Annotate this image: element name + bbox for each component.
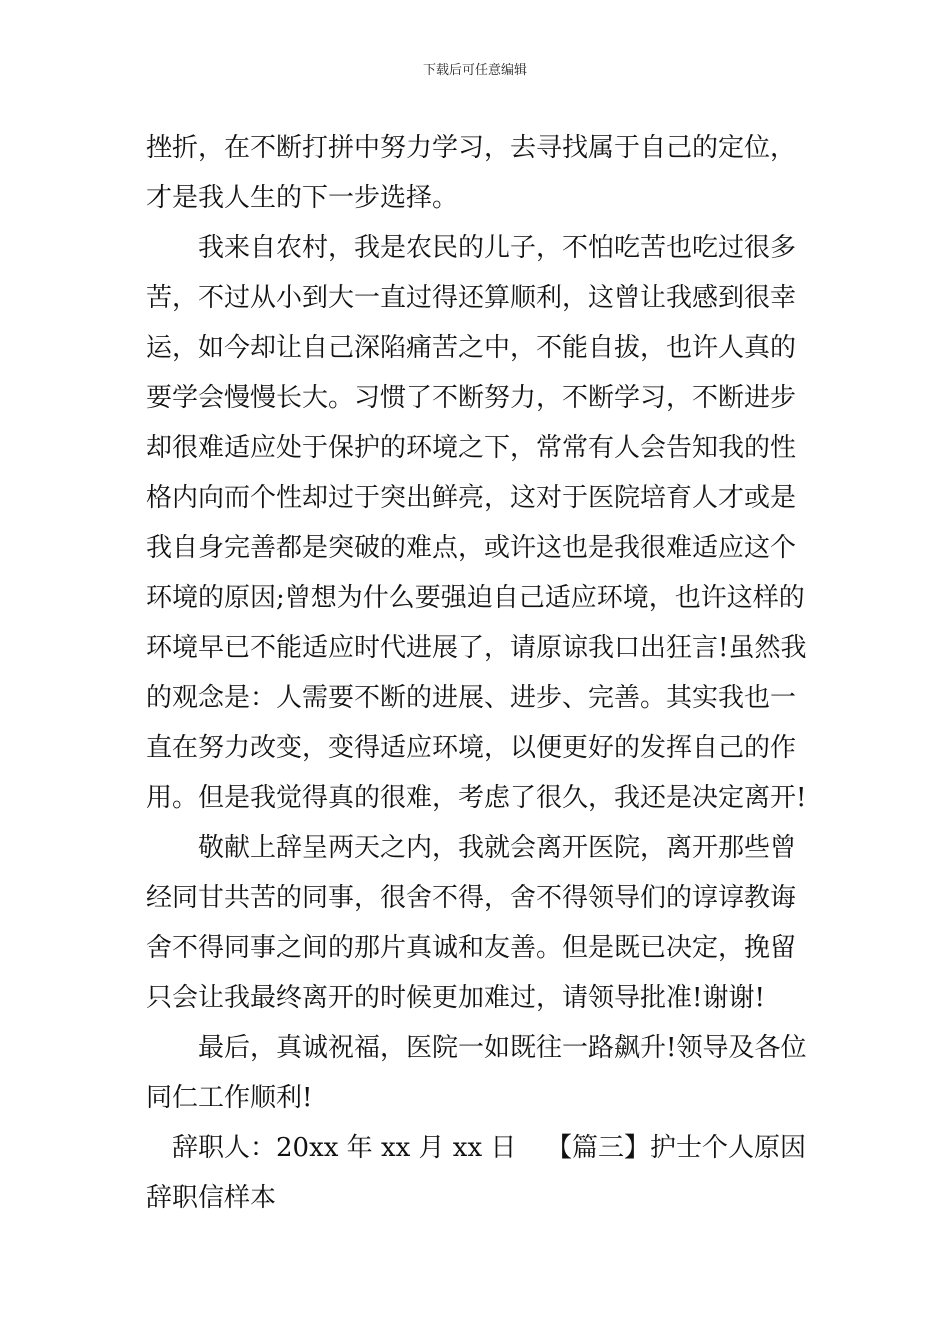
text-line: 格内向而个性却过于突出鲜亮，这对于医院培育人才或是 [146, 483, 797, 513]
text-line: 运，如今却让自己深陷痛苦之中，不能自拔，也许人真的 [146, 333, 797, 363]
text-line: 环境的原因;曾想为什么要强迫自己适应环境，也许这样的 [146, 583, 805, 613]
next-section-title: 【篇三】护士个人原因 [545, 1133, 806, 1163]
text-line: 最后，真诚祝福，医院一如既往一路飙升!领导及各位 [198, 1033, 807, 1063]
text-line: 经同甘共苦的同事，很舍不得，舍不得领导们的谆谆教诲 [146, 883, 797, 913]
text-line: 要学会慢慢长大。习惯了不断努力，不断学习，不断进步 [146, 383, 797, 413]
page-header: 下载后可任意编辑 [422, 63, 527, 78]
text-line: 的观念是：人需要不断的进展、进步、完善。其实我也一 [146, 683, 797, 713]
letter-body [146, 123, 806, 1223]
text-line: 环境早已不能适应时代进展了，请原谅我口出狂言!虽然我 [146, 633, 807, 663]
text-line: 苦，不过从小到大一直过得还算顺利，这曾让我感到很幸 [146, 283, 797, 313]
text-line: 同仁工作顺利! [146, 1083, 313, 1113]
signature-date: 辞职人：20xx 年 xx 月 xx 日 [172, 1133, 517, 1163]
text-line: 敬献上辞呈两天之内，我就会离开医院，离开那些曾 [198, 833, 797, 863]
text-line: 用。但是我觉得真的很难，考虑了很久，我还是决定离开! [146, 783, 807, 813]
text-line: 我自身完善都是突破的难点，或许这也是我很难适应这个 [146, 533, 797, 563]
text-line: 只会让我最终离开的时候更加难过，请领导批准!谢谢! [146, 983, 765, 1013]
signature-row [146, 1123, 806, 1173]
next-section-title-continued: 辞职信样本 [146, 1183, 277, 1213]
paragraph-lines [146, 123, 806, 1123]
text-line: 却很难适应处于保护的环境之下，常常有人会告知我的性 [146, 433, 797, 463]
text-line: 挫折，在不断打拼中努力学习，去寻找属于自己的定位， [146, 133, 797, 163]
text-line: 我来自农村，我是农民的儿子，不怕吃苦也吃过很多 [198, 233, 797, 263]
text-line: 才是我人生的下一步选择。 [146, 183, 459, 213]
text-line: 舍不得同事之间的那片真诚和友善。但是既已决定，挽留 [146, 933, 797, 963]
text-line: 直在努力改变，变得适应环境，以便更好的发挥自己的作 [146, 733, 797, 763]
